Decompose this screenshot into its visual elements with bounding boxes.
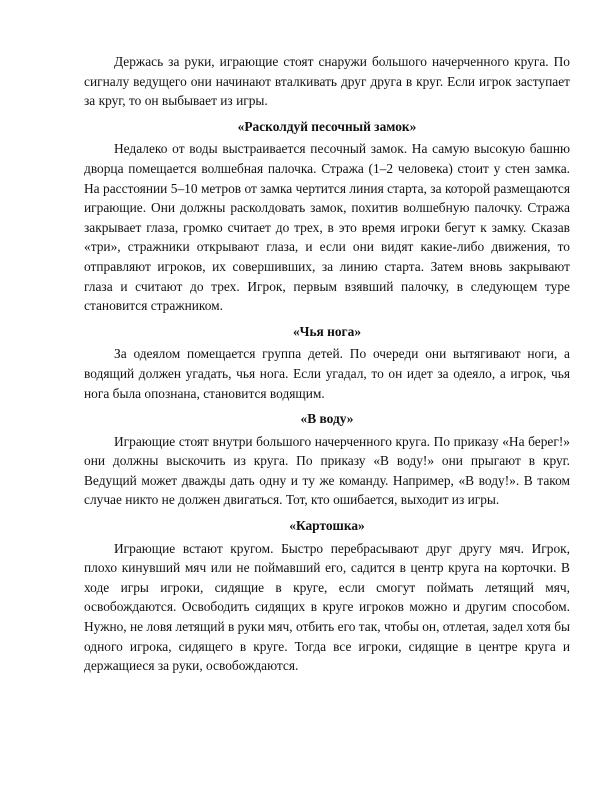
section-paragraph: Недалеко от воды выстраивается песочный замок. На самую высокую башню дворца помещается волшебная палочка. Стража (1–2 человека) стоит у стен замка. На расстоянии 5–10 метров от замка чертится линия старта, за которой размещаются играющие. Они должны расколдовать замок, похитив волшебную палочку. Стража закрывает глаза, громко считает до трех, в это время игроки бегут к замку. Сказав «три», стражники открывают глаза, и если они видят какие-либо движения, то отправляют игроков, их совершивших, за линию старта. Затем вновь закрывают глаза и считают до трех. Игрок, первым взявший палочку, в следующем туре становится стражником. <box>84 141 570 314</box>
section-potato <box>84 516 570 676</box>
section-heading: «Чья нога» <box>292 323 362 339</box>
section-heading: «В воду» <box>300 411 354 427</box>
section-paragraph: За одеялом помещается группа детей. По очереди они вытягивают ноги, а водящий должен угадать, чья нога. Если угадал, то он идет за одеяло, а игрок, чья нога была опознана, становится водящим. <box>84 346 570 401</box>
section-whose-leg <box>84 322 570 403</box>
section-heading: «Картошка» <box>289 518 365 534</box>
document-page <box>84 52 570 676</box>
section-into-water <box>84 409 570 510</box>
section-sand-castle <box>84 117 570 316</box>
section-paragraph: Играющие встают кругом. Быстро перебрасывают друг другу мяч. Игрок, плохо кинувший мяч или не поймавший его, садится в центр круга на корточки. В ходе игры игроки, сидящие в круге, если смогут поймать летящий мяч, освобождаются. Освободить сидящих в круге игроков можно и другим способом. Нужно, не ловя летящий в руки мяч, отбить его так, чтобы он, отлетая, задел хотя бы одного игрока, сидящего в круге. Тогда все игроки, сидящие в центре круга и держащиеся за руки, освобождаются. <box>84 540 570 674</box>
section-heading: «Расколдуй песочный замок» <box>237 118 417 134</box>
section-paragraph: Играющие стоят внутри большого начерченного круга. По приказу «На берег!» они должны выскочить из круга. По приказу «В воду!» они прыгают в круг. Ведущий может дважды дать одну и ту же команду. Например, «В воду!». В таком случае никто не должен двигаться. Тот, кто ошибается, выходит из игры. <box>84 433 570 508</box>
intro-paragraph: Держась за руки, играющие стоят снаружи большого начерченного круга. По сигналу ведущего они начинают вталкивать друг друга в круг. Если игрок заступает за круг, то он выбывает из игры. <box>84 54 570 109</box>
